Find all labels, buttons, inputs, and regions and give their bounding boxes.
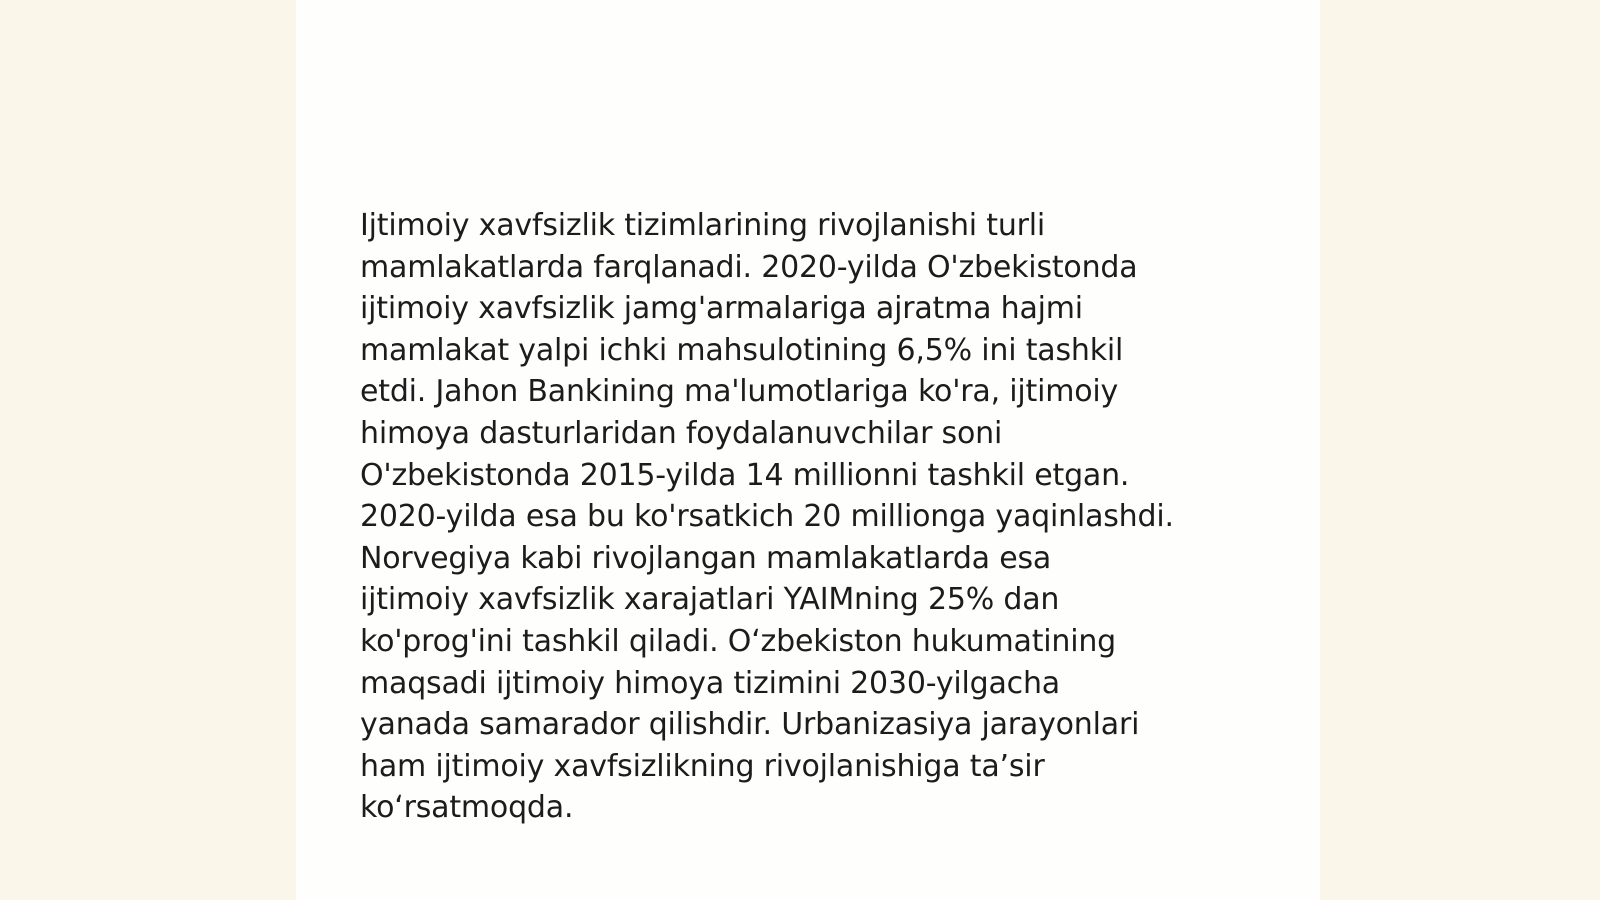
paragraph-line: mamlakatlarda farqlanadi. 2020-yilda O'zbekistonda	[360, 249, 1138, 285]
paragraph-line: Norvegiya kabi rivojlangan mamlakatlarda esa	[360, 540, 1052, 576]
paragraph-line: maqsadi ijtimoiy himoya tizimini 2030-yilgacha	[360, 665, 1060, 701]
paragraph-line: yanada samarador qilishdir. Urbanizasiya jarayonlari	[360, 707, 1140, 743]
paragraph-line: ijtimoiy xavfsizlik jamg'armalariga ajratma hajmi	[360, 291, 1083, 327]
paragraph-line: mamlakat yalpi ichki mahsulotining 6,5% ini tashkil	[360, 332, 1124, 368]
paragraph-line: O'zbekistonda 2015-yilda 14 millionni tashkil etgan.	[360, 457, 1130, 493]
body-paragraph	[360, 205, 1290, 829]
paragraph-line: Ijtimoiy xavfsizlik tizimlarining rivojlanishi turli	[360, 208, 1046, 243]
paragraph-line: etdi. Jahon Bankining ma'lumotlariga ko'ra, ijtimoiy	[360, 374, 1119, 410]
paragraph-line: himoya dasturlaridan foydalanuvchilar soni	[360, 415, 1003, 451]
paragraph-line: ijtimoiy xavfsizlik xarajatlari YAIMning 25% dan	[360, 582, 1060, 618]
paragraph-line: ko'prog'ini tashkil qiladi. Oʻzbekiston hukumatining	[360, 623, 1117, 659]
paragraph-line: 2020-yilda esa bu ko'rsatkich 20 millionga yaqinlashdi.	[360, 499, 1174, 535]
document-page	[296, 0, 1320, 900]
paragraph-line: koʻrsatmoqda.	[360, 790, 574, 826]
paragraph-line: ham ijtimoiy xavfsizlikning rivojlanishiga taʼsir	[360, 748, 1045, 784]
